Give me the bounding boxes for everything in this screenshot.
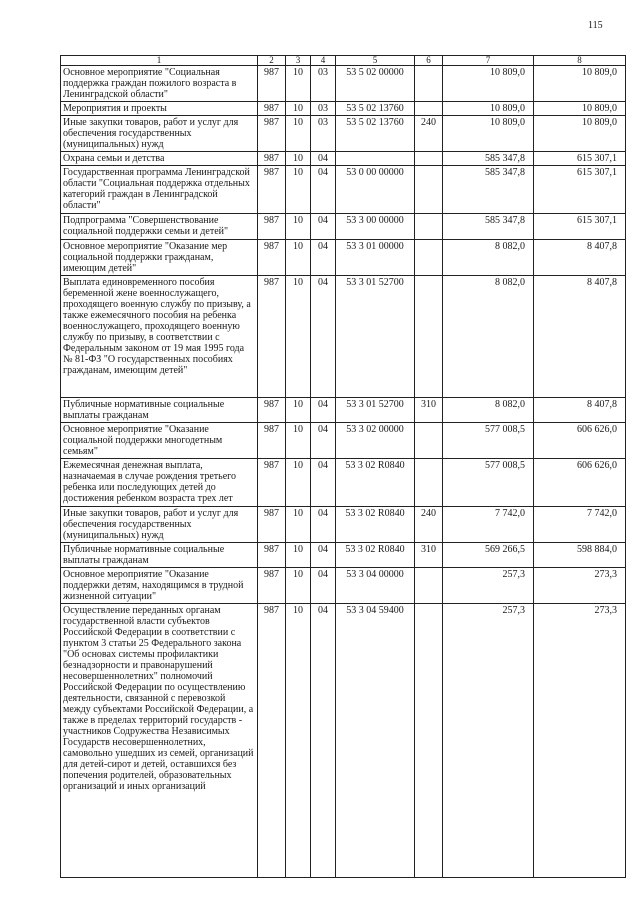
cell-code: 987 (258, 116, 286, 152)
row-name: Публичные нормативные социальные выплаты гражданам (61, 398, 258, 423)
cell-amount-2: 7 742,0 (534, 507, 626, 543)
cell-amount-2: 10 809,0 (534, 102, 626, 116)
row-name: Мероприятия и проекты (61, 102, 258, 116)
cell-subsection: 04 (311, 604, 336, 878)
cell-type (415, 152, 443, 166)
cell-subsection: 04 (311, 423, 336, 459)
cell-section: 10 (286, 543, 311, 568)
cell-target: 53 3 02 R0840 (336, 459, 415, 507)
cell-subsection: 04 (311, 507, 336, 543)
cell-amount-2: 8 407,8 (534, 240, 626, 276)
cell-subsection: 03 (311, 116, 336, 152)
cell-target (336, 152, 415, 166)
cell-section: 10 (286, 604, 311, 878)
table-row (61, 398, 626, 423)
cell-amount-1: 8 082,0 (443, 398, 534, 423)
cell-amount-1: 577 008,5 (443, 423, 534, 459)
cell-subsection: 04 (311, 459, 336, 507)
cell-amount-2: 615 307,1 (534, 214, 626, 240)
cell-amount-2: 606 626,0 (534, 459, 626, 507)
cell-target: 53 5 02 13760 (336, 116, 415, 152)
table-row (61, 240, 626, 276)
table-row (61, 604, 626, 878)
column-number: 2 (258, 56, 286, 66)
row-name: Охрана семьи и детства (61, 152, 258, 166)
row-name: Осуществление переданных органам государственной власти субъектов Российской Федерации в соответствии с пунктом 3 статьи 25 Федерального закона "Об основах системы профилактики безнадзорности и правонарушений несовершеннолетних" полномочий Российской Федерации по осуществлению деятельности, связанной с перевозкой между субъектами Российской Федерации, а также в пределах территорий государств - участников Содружества Независимых Государств несовершеннолетних, самовольно ушедших из семей, организаций для детей-сирот и детей, оставшихся без попечения родителей, образовательных организаций и иных организаций (61, 604, 258, 878)
cell-type (415, 459, 443, 507)
page-number: 115 (588, 20, 603, 31)
table-row (61, 543, 626, 568)
row-name: Публичные нормативные социальные выплаты гражданам (61, 543, 258, 568)
row-name: Выплата единовременного пособия беременной жене военнослужащего, проходящего военную службу по призыву, а также ежемесячного пособия на ребенка военнослужащего, проходящего военную службу по призыву, в соответствии с Федеральным законом от 19 мая 1995 года № 81-ФЗ "О государственных пособиях гражданам, имеющим детей" (61, 276, 258, 398)
cell-target: 53 3 04 59400 (336, 604, 415, 878)
cell-amount-2: 8 407,8 (534, 276, 626, 398)
column-number: 3 (286, 56, 311, 66)
cell-type (415, 166, 443, 214)
row-name: Подпрограмма "Совершенствование социальной поддержки семьи и детей" (61, 214, 258, 240)
cell-code: 987 (258, 543, 286, 568)
cell-amount-1: 8 082,0 (443, 240, 534, 276)
cell-code: 987 (258, 459, 286, 507)
cell-code: 987 (258, 276, 286, 398)
cell-amount-2: 606 626,0 (534, 423, 626, 459)
cell-amount-2: 598 884,0 (534, 543, 626, 568)
cell-subsection: 04 (311, 543, 336, 568)
cell-subsection: 04 (311, 240, 336, 276)
cell-type (415, 240, 443, 276)
table-row (61, 102, 626, 116)
cell-type: 240 (415, 507, 443, 543)
row-name: Иные закупки товаров, работ и услуг для обеспечения государственных (муниципальных) нужд (61, 116, 258, 152)
cell-section: 10 (286, 102, 311, 116)
cell-type (415, 423, 443, 459)
cell-amount-2: 273,3 (534, 604, 626, 878)
column-number: 8 (534, 56, 626, 66)
cell-target: 53 3 02 00000 (336, 423, 415, 459)
cell-code: 987 (258, 166, 286, 214)
table-body (61, 66, 626, 878)
row-name: Ежемесячная денежная выплата, назначаемая в случае рождения третьего ребенка или последующих детей до достижения ребенком возраста трех лет (61, 459, 258, 507)
cell-type (415, 66, 443, 102)
cell-amount-1: 10 809,0 (443, 116, 534, 152)
cell-section: 10 (286, 459, 311, 507)
cell-subsection: 04 (311, 276, 336, 398)
cell-amount-2: 10 809,0 (534, 116, 626, 152)
cell-type: 240 (415, 116, 443, 152)
row-name: Государственная программа Ленинградской области "Социальная поддержка отдельных категорий граждан в Ленинградской области" (61, 166, 258, 214)
cell-type (415, 276, 443, 398)
cell-amount-2: 615 307,1 (534, 152, 626, 166)
cell-subsection: 04 (311, 214, 336, 240)
cell-target: 53 3 01 52700 (336, 398, 415, 423)
cell-section: 10 (286, 214, 311, 240)
cell-target: 53 5 02 00000 (336, 66, 415, 102)
cell-code: 987 (258, 152, 286, 166)
cell-target: 53 3 02 R0840 (336, 543, 415, 568)
cell-section: 10 (286, 398, 311, 423)
cell-section: 10 (286, 166, 311, 214)
cell-target: 53 0 00 00000 (336, 166, 415, 214)
row-name: Основное мероприятие "Оказание мер социальной поддержки гражданам, имеющим детей" (61, 240, 258, 276)
table-row (61, 152, 626, 166)
cell-amount-1: 585 347,8 (443, 166, 534, 214)
cell-code: 987 (258, 214, 286, 240)
cell-section: 10 (286, 276, 311, 398)
cell-amount-1: 577 008,5 (443, 459, 534, 507)
cell-amount-1: 7 742,0 (443, 507, 534, 543)
cell-target: 53 3 04 00000 (336, 568, 415, 604)
column-number: 6 (415, 56, 443, 66)
cell-amount-1: 257,3 (443, 568, 534, 604)
cell-code: 987 (258, 398, 286, 423)
table-row (61, 166, 626, 214)
cell-amount-2: 10 809,0 (534, 66, 626, 102)
budget-table (60, 55, 626, 878)
cell-amount-1: 257,3 (443, 604, 534, 878)
cell-section: 10 (286, 116, 311, 152)
column-number: 7 (443, 56, 534, 66)
table-row (61, 459, 626, 507)
cell-type: 310 (415, 398, 443, 423)
table-row (61, 66, 626, 102)
cell-subsection: 04 (311, 152, 336, 166)
cell-target: 53 3 00 00000 (336, 214, 415, 240)
cell-section: 10 (286, 423, 311, 459)
cell-code: 987 (258, 507, 286, 543)
table-row (61, 214, 626, 240)
table-row (61, 423, 626, 459)
cell-amount-1: 10 809,0 (443, 66, 534, 102)
cell-amount-1: 8 082,0 (443, 276, 534, 398)
cell-code: 987 (258, 604, 286, 878)
cell-subsection: 03 (311, 102, 336, 116)
cell-code: 987 (258, 102, 286, 116)
table-row (61, 507, 626, 543)
table-row (61, 116, 626, 152)
cell-amount-1: 585 347,8 (443, 214, 534, 240)
cell-code: 987 (258, 240, 286, 276)
row-name: Иные закупки товаров, работ и услуг для обеспечения государственных (муниципальных) нужд (61, 507, 258, 543)
column-number: 5 (336, 56, 415, 66)
row-name: Основное мероприятие "Оказание поддержки детям, находящимся в трудной жизненной ситуации" (61, 568, 258, 604)
cell-code: 987 (258, 66, 286, 102)
cell-type (415, 102, 443, 116)
row-name: Основное мероприятие "Оказание социальной поддержки многодетным семьям" (61, 423, 258, 459)
table-row (61, 276, 626, 398)
cell-section: 10 (286, 66, 311, 102)
cell-subsection: 04 (311, 398, 336, 423)
cell-subsection: 04 (311, 568, 336, 604)
cell-amount-2: 615 307,1 (534, 166, 626, 214)
cell-section: 10 (286, 507, 311, 543)
cell-target: 53 3 01 00000 (336, 240, 415, 276)
cell-code: 987 (258, 423, 286, 459)
cell-amount-1: 10 809,0 (443, 102, 534, 116)
table-row (61, 568, 626, 604)
cell-amount-2: 8 407,8 (534, 398, 626, 423)
cell-amount-1: 569 266,5 (443, 543, 534, 568)
cell-type (415, 604, 443, 878)
cell-subsection: 03 (311, 66, 336, 102)
column-number-row (61, 56, 626, 66)
cell-type (415, 214, 443, 240)
cell-type: 310 (415, 543, 443, 568)
cell-section: 10 (286, 240, 311, 276)
cell-section: 10 (286, 152, 311, 166)
cell-subsection: 04 (311, 166, 336, 214)
cell-target: 53 5 02 13760 (336, 102, 415, 116)
cell-target: 53 3 01 52700 (336, 276, 415, 398)
column-number: 4 (311, 56, 336, 66)
cell-amount-2: 273,3 (534, 568, 626, 604)
row-name: Основное мероприятие "Социальная поддержка граждан пожилого возраста в Ленинградской области" (61, 66, 258, 102)
cell-type (415, 568, 443, 604)
cell-amount-1: 585 347,8 (443, 152, 534, 166)
cell-code: 987 (258, 568, 286, 604)
cell-target: 53 3 02 R0840 (336, 507, 415, 543)
cell-section: 10 (286, 568, 311, 604)
column-number: 1 (61, 56, 258, 66)
